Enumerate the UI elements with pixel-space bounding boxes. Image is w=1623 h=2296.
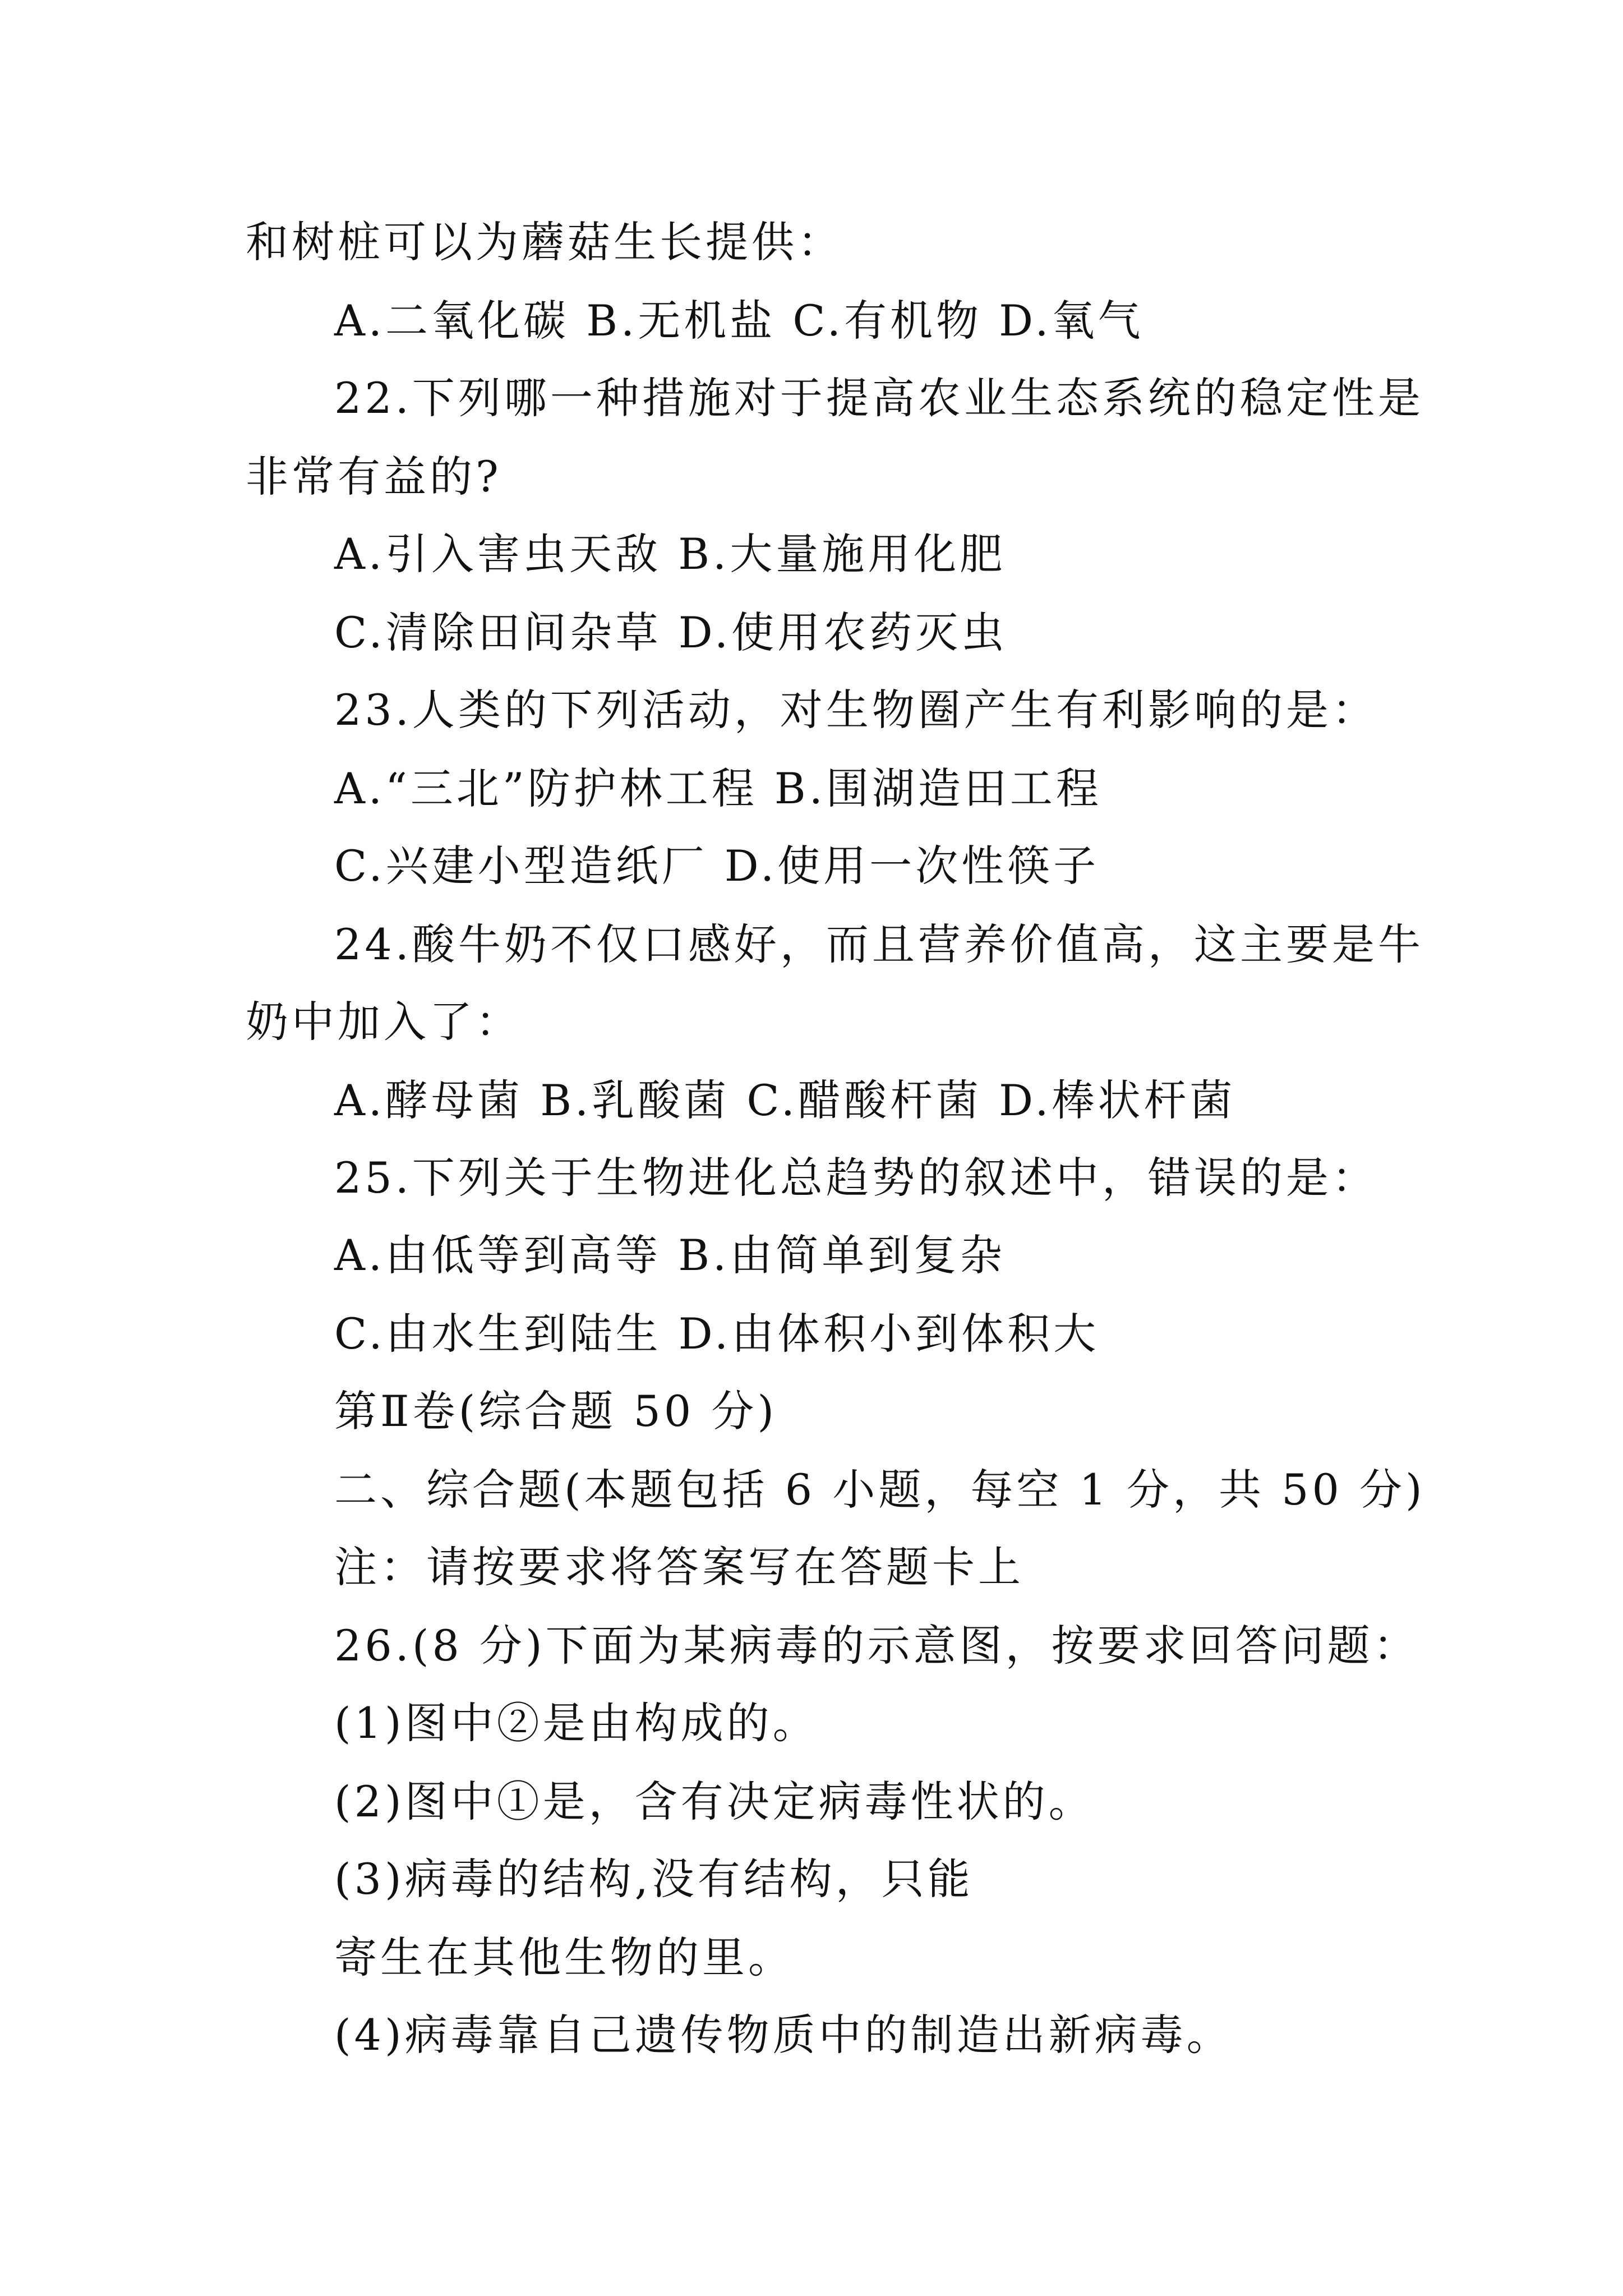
section-heading: 第Ⅱ卷(综合题 50 分) — [334, 1386, 777, 1436]
question-line: (2)图中①是，含有决定病毒性状的。 — [334, 1777, 1095, 1826]
text-line: A.酵母菌 B.乳酸菌 C.醋酸杆菌 D.棒状杆菌 — [334, 1075, 1236, 1125]
text-line: 22.下列哪一种措施对于提高农业生态系统的稳定性是 — [334, 373, 1424, 423]
text-line: 非常有益的? — [246, 452, 502, 501]
text-line: 23.人类的下列活动，对生物圈产生有利影响的是： — [334, 685, 1378, 735]
section-heading: 二、综合题(本题包括 6 小题，每空 1 分，共 50 分) — [334, 1465, 1426, 1515]
question-line: (1)图中②是由构成的。 — [334, 1698, 819, 1748]
text-line: 奶中加入了： — [246, 997, 522, 1047]
text-line: C.兴建小型造纸厂 D.使用一次性筷子 — [334, 841, 1100, 891]
question-line: (3)病毒的结构,没有结构，只能 — [334, 1854, 974, 1904]
text-line: A.由低等到高等 B.由简单到复杂 — [334, 1230, 1006, 1280]
text-line: 25.下列关于生物进化总趋势的叙述中，错误的是： — [334, 1153, 1378, 1203]
text-line: A.二氧化碳 B.无机盐 C.有机物 D.氧气 — [334, 296, 1144, 346]
note-line: 注：请按要求将答案写在答题卡上 — [334, 1542, 1024, 1592]
text-line: 24.酸牛奶不仅口感好，而且营养价值高，这主要是牛 — [334, 919, 1424, 969]
text-line: C.由水生到陆生 D.由体积小到体积大 — [334, 1309, 1100, 1359]
text-line: A.“三北”防护林工程 B.围湖造田工程 — [334, 763, 1102, 813]
question-line: (4)病毒靠自己遗传物质中的制造出新病毒。 — [334, 2010, 1233, 2060]
text-line: C.清除田间杂草 D.使用农药灭虫 — [334, 608, 1008, 657]
text-line: A.引入害虫天敌 B.大量施用化肥 — [334, 529, 1006, 579]
text-line: 和树桩可以为蘑菇生长提供： — [246, 217, 843, 267]
question-line: 寄生在其他生物的里。 — [334, 1932, 794, 1982]
question-line: 26.(8 分)下面为某病毒的示意图，按要求回答问题： — [334, 1621, 1419, 1671]
